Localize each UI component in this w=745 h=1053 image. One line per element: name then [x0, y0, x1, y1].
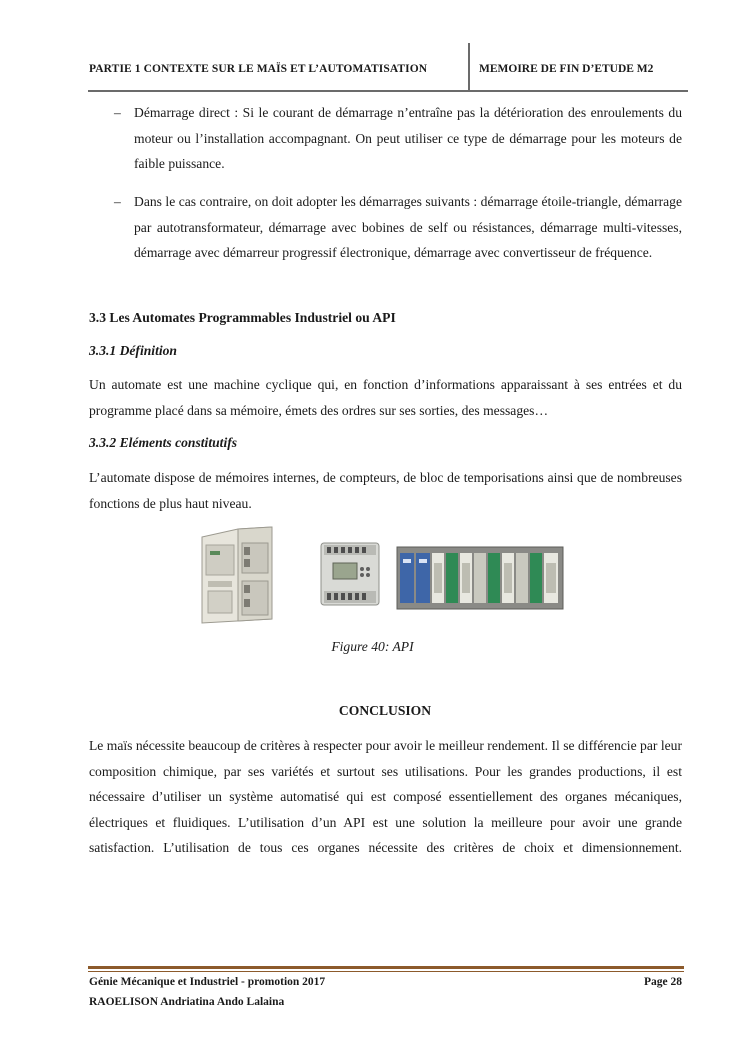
subsection-heading-definition: 3.3.1 Définition	[89, 343, 177, 358]
header-left-title: PARTIE 1 CONTEXTE SUR LE MAÏS ET L’AUTOMATISATION	[89, 63, 428, 75]
footer-page-number: Page 28	[643, 976, 682, 988]
header-right-title: MEMOIRE DE FIN D’ETUDE M2	[479, 63, 654, 75]
footer-rule-thin	[88, 971, 684, 972]
definition-paragraph: Un automate est une machine cyclique qui, en fonction d’informations apparaissant à ses entrées et du programme placé dans sa mémoire, émets des ordres sur ses sorties, des messages…	[89, 377, 682, 418]
conclusion-paragraph: Le maïs nécessite beaucoup de critères à respecter pour avoir le meilleur rendement. Il se différencie par leur composition chimique, par ses variétés et surtout ses utilisations. Pour les grandes productions, il est nécessaire d’utiliser un système automatisé qui est composé essentiellement des organes mécaniques, électriques et fluidiques. L’utilisation d’un API est une solution la meilleure pour avoir une grande satisfaction. L’utilisation de tous ces organes nécessite des critères de choix et dimensionnement.	[89, 738, 682, 855]
footer-author: RAOELISON Andriatina Ando Lalaina	[89, 996, 285, 1008]
bullet-text-direct-start: Démarrage direct : Si le courant de démarrage n’entraîne pas la détérioration des enroulements du moteur ou l’installation accompagnant. On peut utiliser ce type de démarrage pour les moteurs de faible puissance.	[134, 105, 682, 171]
figure-caption: Figure 40: API	[331, 639, 414, 654]
plc-unit-modular	[202, 527, 272, 623]
elements-paragraph: L’automate dispose de mémoires internes, de compteurs, de bloc de temporisations ainsi que de nombreuses fonctions de plus haut niveau.	[89, 470, 682, 511]
header-rule	[88, 90, 688, 92]
conclusion-title: CONCLUSION	[338, 703, 432, 718]
section-heading: 3.3 Les Automates Programmables Industriel ou API	[89, 310, 396, 325]
plc-unit-compact	[321, 543, 379, 605]
subsection-heading-elements: 3.3.2 Eléments constitutifs	[89, 435, 238, 450]
plc-figure-image	[196, 523, 568, 627]
footer-rule-thick	[88, 966, 684, 969]
bullet-dash: –	[114, 105, 121, 120]
bullet-text-other-starts: Dans le cas contraire, on doit adopter les démarrages suivants : démarrage étoile-triangle, démarrage par autotransformateur, démarrage avec bobines de self ou résistances, démarrage multi-vitesses, démarrage avec démarreur progressif électronique, démarrage avec convertisseur de fréquence.	[134, 194, 682, 260]
bullet-dash: –	[114, 194, 121, 209]
footer-program: Génie Mécanique et Industriel - promotion 2017	[89, 976, 326, 988]
plc-unit-rack	[397, 547, 563, 609]
header-divider	[468, 43, 470, 91]
